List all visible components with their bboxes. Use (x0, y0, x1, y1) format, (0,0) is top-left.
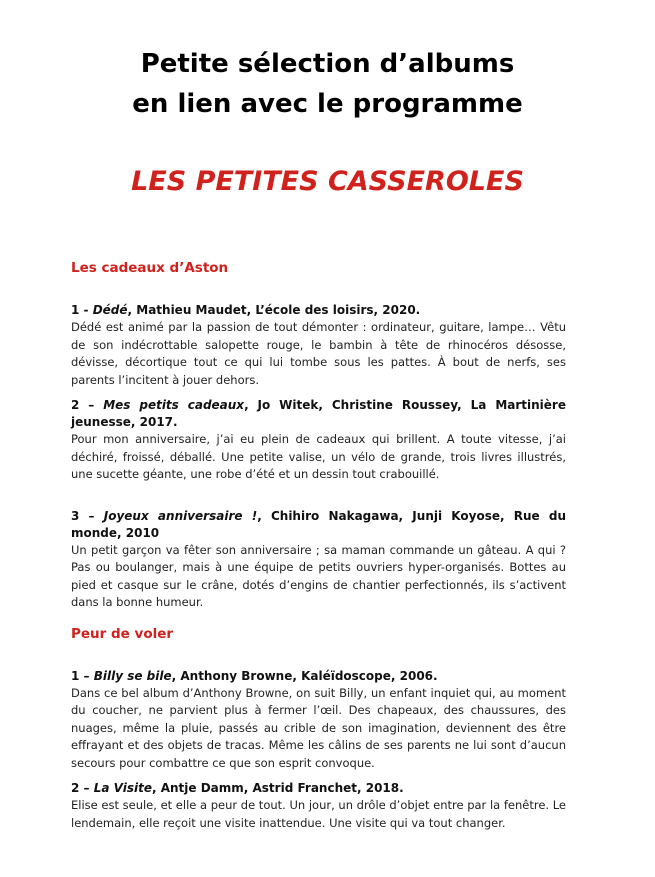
album-summary: Dédé est animé par la passion de tout démonter : ordinateur, guitare, lampe… Vêtu de son indécrottable salopette rouge, le bambin à tête de rhinocéros désosse, dévisse, décortique tout ce qui lui tombe sous les pattes. À bout de nerfs, ses parents l’incitent à jouer dehors. (71, 320, 566, 387)
page-title (0, 44, 655, 124)
album-number: 1 - (71, 303, 93, 317)
album-credits: , Antje Damm, Astrid Franchet, 2018. (151, 781, 404, 795)
album-credits: , Jo Witek, Christine Roussey, La Martinière jeunesse, 2017. (71, 398, 566, 429)
album-entry (71, 508, 566, 612)
album-number: 1 – (71, 668, 94, 683)
album-title: La Visite (93, 781, 152, 795)
album-title: Joyeux anniversaire ! (103, 508, 258, 523)
album-reference (71, 508, 566, 542)
album-number: 2 – (71, 781, 94, 795)
album-credits: , Chihiro Nakagawa, Junji Koyose, Rue du monde, 2010 (71, 508, 566, 540)
album-summary: Un petit garçon va fêter son anniversaire ; sa maman commande un gâteau. A qui ? Pas ou boulanger, mais à une équipe de petits ouvriers hyper-organisés. Bottes au pied et casque sur le crâne, dotés d’engins de chantier perfectionnés, ils s’activent dans la bonne humeur. (71, 542, 566, 609)
album-number: 3 – (71, 508, 104, 523)
album-summary: Elise est seule, et elle a peur de tout. Un jour, un drôle d’objet entre par la fenêtre. Le lendemain, elle reçoit une visite inattendue. Une visite qui va tout changer. (71, 798, 566, 830)
album-reference (71, 397, 566, 431)
section-title-peur-de-voler: Peur de voler (71, 625, 174, 642)
album-number: 2 – (71, 398, 104, 412)
album-reference (71, 302, 566, 319)
section-title-cadeaux: Les cadeaux d’Aston (71, 260, 229, 276)
album-title: Billy se bile (93, 668, 172, 683)
album-title: Dédé (92, 303, 128, 317)
album-credits: , Mathieu Maudet, L’école des loisirs, 2020. (127, 303, 421, 317)
album-entry (71, 668, 566, 773)
album-reference (71, 780, 566, 797)
album-credits: , Anthony Browne, Kaléïdoscope, 2006. (171, 668, 438, 683)
album-entry (71, 302, 566, 389)
programme-title: LES PETITES CASSEROLES (131, 166, 524, 197)
album-summary: Dans ce bel album d’Anthony Browne, on suit Billy, un enfant inquiet qui, au moment du coucher, ne parvient plus à fermer l’œil. Des chapeaux, des chaussures, des nuages, même la pluie, passés au crible de son imagination, deviennent des être effrayant et des objets de tracas. Même les câlins de ses parents ne lui sont d’aucun secours pour combattre ce que son esprit convoque. (71, 685, 566, 770)
album-title: Mes petits cadeaux (103, 398, 245, 412)
album-entry (71, 780, 566, 832)
album-list (71, 258, 566, 832)
album-reference (71, 668, 566, 685)
page-title-line-1: Petite sélection d’albums (140, 49, 515, 79)
page-title-line-2: en lien avec le programme (132, 89, 523, 119)
album-summary: Pour mon anniversaire, j’ai eu plein de cadeaux qui brillent. A toute vitesse, j’ai déchiré, froissé, déballé. Une petite valise, un vélo de grande, trois livres illustrés, une sucette géante, une robe d’été et un dessin tout crabouillé. (71, 432, 566, 481)
album-entry (71, 397, 566, 484)
